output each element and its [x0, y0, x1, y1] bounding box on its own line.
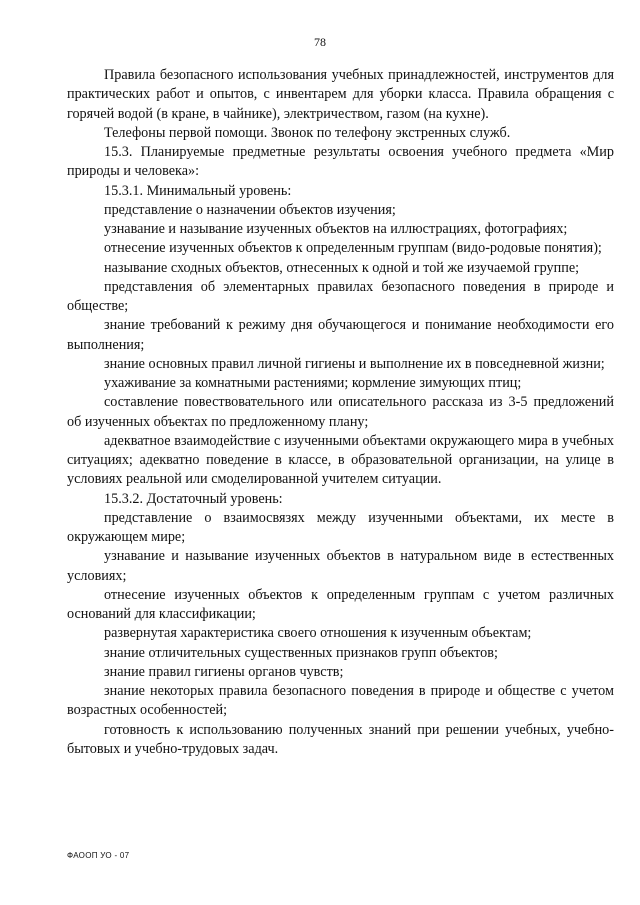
list-item: знание отличительных существенных признаков групп объектов; [104, 644, 498, 661]
section-heading: 15.3.1. Минимальный уровень: [104, 182, 292, 199]
list-item: знание основных правил личной гигиены и выполнение их в повседневной жизни; [104, 355, 605, 372]
list-item: отнесение изученных объектов к определенным группам с учетом различных оснований для классификации; [67, 586, 614, 622]
list-item: представления об элементарных правилах безопасного поведения в природе и обществе; [67, 278, 614, 314]
list-item: знание некоторых правила безопасного поведения в природе и обществе с учетом возрастных особенностей; [67, 683, 614, 719]
list-item: называние сходных объектов, отнесенных к одной и той же изучаемой группе; [104, 259, 580, 276]
section-heading: 15.3.2. Достаточный уровень: [104, 490, 283, 507]
list-item: отнесение изученных объектов к определенным группам (видо-родовые понятия); [104, 240, 602, 257]
list-item: знание требований к режиму дня обучающегося и понимание необходимости его выполнения; [67, 317, 614, 353]
list-item: представление о назначении объектов изучения; [104, 201, 396, 218]
list-item: знание правил гигиены органов чувств; [104, 663, 344, 680]
list-item: готовность к использованию полученных знаний при решении учебных, учебно-бытовых и учебно-трудовых задач. [67, 721, 614, 757]
list-item: узнавание и называние изученных объектов в натуральном виде в естественных условиях; [67, 548, 614, 584]
list-item: адекватное взаимодействие с изученными объектами окружающего мира в учебных ситуациях; адекватно поведение в классе, в образовательной организации, на улице в условиях реальной или смоделированной учителем ситуации. [67, 432, 614, 488]
paragraph: Телефоны первой помощи. Звонок по телефону экстренных служб. [104, 124, 511, 141]
list-item: представление о взаимосвязях между изученными объектами, их месте в окружающем мире; [67, 509, 614, 545]
paragraph: 15.3. Планируемые предметные результаты освоения учебного предмета «Мир природы и человека»: [67, 144, 614, 180]
list-item: развернутая характеристика своего отношения к изученным объектам; [104, 625, 532, 642]
paragraph: Правила безопасного использования учебных принадлежностей, инструментов для практических работ и опытов, с инвентарем для уборки класса. Правила обращения с горячей водой (в кране, в чайнике), электричеством, газом (на кухне). [67, 67, 614, 122]
footer-document-code: ФАООП УО - 07 [67, 851, 130, 860]
page-body [67, 66, 614, 759]
list-item: узнавание и называние изученных объектов на иллюстрациях, фотографиях; [104, 221, 568, 237]
page-number: 78 [314, 35, 326, 49]
list-item: ухаживание за комнатными растениями; кормление зимующих птиц; [104, 375, 522, 391]
list-item: составление повествовательного или описательного рассказа из 3-5 предложений об изученных объектах по предложенному плану; [67, 394, 614, 430]
